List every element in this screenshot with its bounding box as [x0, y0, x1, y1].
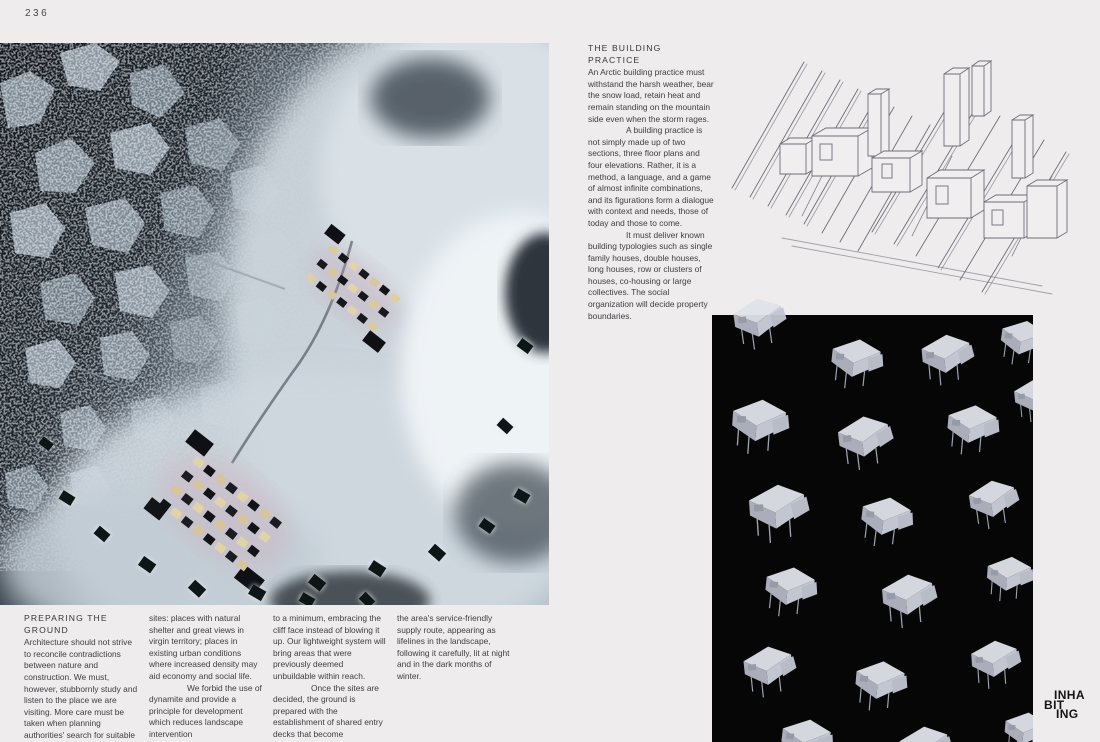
- chapter-marker-inhabiting: [1044, 688, 1100, 721]
- building-practice-heading: THE BUILDING PRACTICE: [588, 43, 662, 65]
- text-column-4: [397, 613, 511, 683]
- chapter-marker-line-2: BIT: [1044, 697, 1065, 712]
- building-practice-text-block: [588, 43, 716, 322]
- chapter-marker-line-1: INHA: [1054, 688, 1085, 702]
- text-column-3: [273, 613, 387, 741]
- wireframe-drawing-figure: [722, 36, 1094, 304]
- paragraph: An Arctic building practice must withstand the harsh weather, bear the snow load, retain heat and remain standing on the mountain side even when the storm rages.: [588, 67, 714, 124]
- paragraph: It must deliver known building typologies such as single family houses, double houses, long houses, row or clusters of houses, co-housing or large collectives. The social organization will decide property boundaries.: [588, 229, 713, 321]
- paragraph: A building practice is not simply made up of two sections, three floor plans and four elevations. Rather, it is a method, a language, and a game of almost infinite combinations, and its figurations form a dialogue with context and needs, those of today and those to come.: [588, 125, 714, 228]
- page-number: 236: [25, 8, 50, 19]
- paragraph: the area's service-friendly supply route, appearing as lifelines in the landscape, following it carefully, lit at night and in the dark months of winter.: [397, 613, 510, 681]
- wireframe-illustration: [722, 36, 1094, 304]
- paragraph: sites: places with natural shelter and great views in virgin territory; places in existing urban conditions where increased density may aid economy and social life.: [149, 613, 258, 681]
- chapter-marker-line-3: ING: [1056, 707, 1079, 721]
- paragraph: to a minimum, embracing the cliff face instead of blowing it up. Our lightweight system will bring areas that were previously deemed unbuildable within reach.: [273, 613, 386, 681]
- paragraph: Architecture should not strive to reconcile contradictions between nature and construction. We must, however, stubbornly study and listen to the place we are visiting. More care must be taken when planning authorities' search for suitable: [24, 637, 138, 740]
- model-houses-illustration: [712, 297, 1033, 742]
- building-practice-body: [588, 67, 716, 322]
- text-column-1: [24, 613, 138, 742]
- aerial-photo-figure: [0, 43, 549, 605]
- paragraph: Once the sites are decided, the ground is prepared with the establishment of shared entry decks that become: [273, 682, 383, 739]
- paragraph: We forbid the use of dynamite and provide a principle for development which reduces landscape intervention: [149, 682, 262, 739]
- model-houses-figure: [712, 297, 1033, 742]
- aerial-photo-illustration: [0, 43, 549, 605]
- preparing-ground-heading: PREPARING THE GROUND: [24, 613, 108, 635]
- text-column-2: [149, 613, 263, 741]
